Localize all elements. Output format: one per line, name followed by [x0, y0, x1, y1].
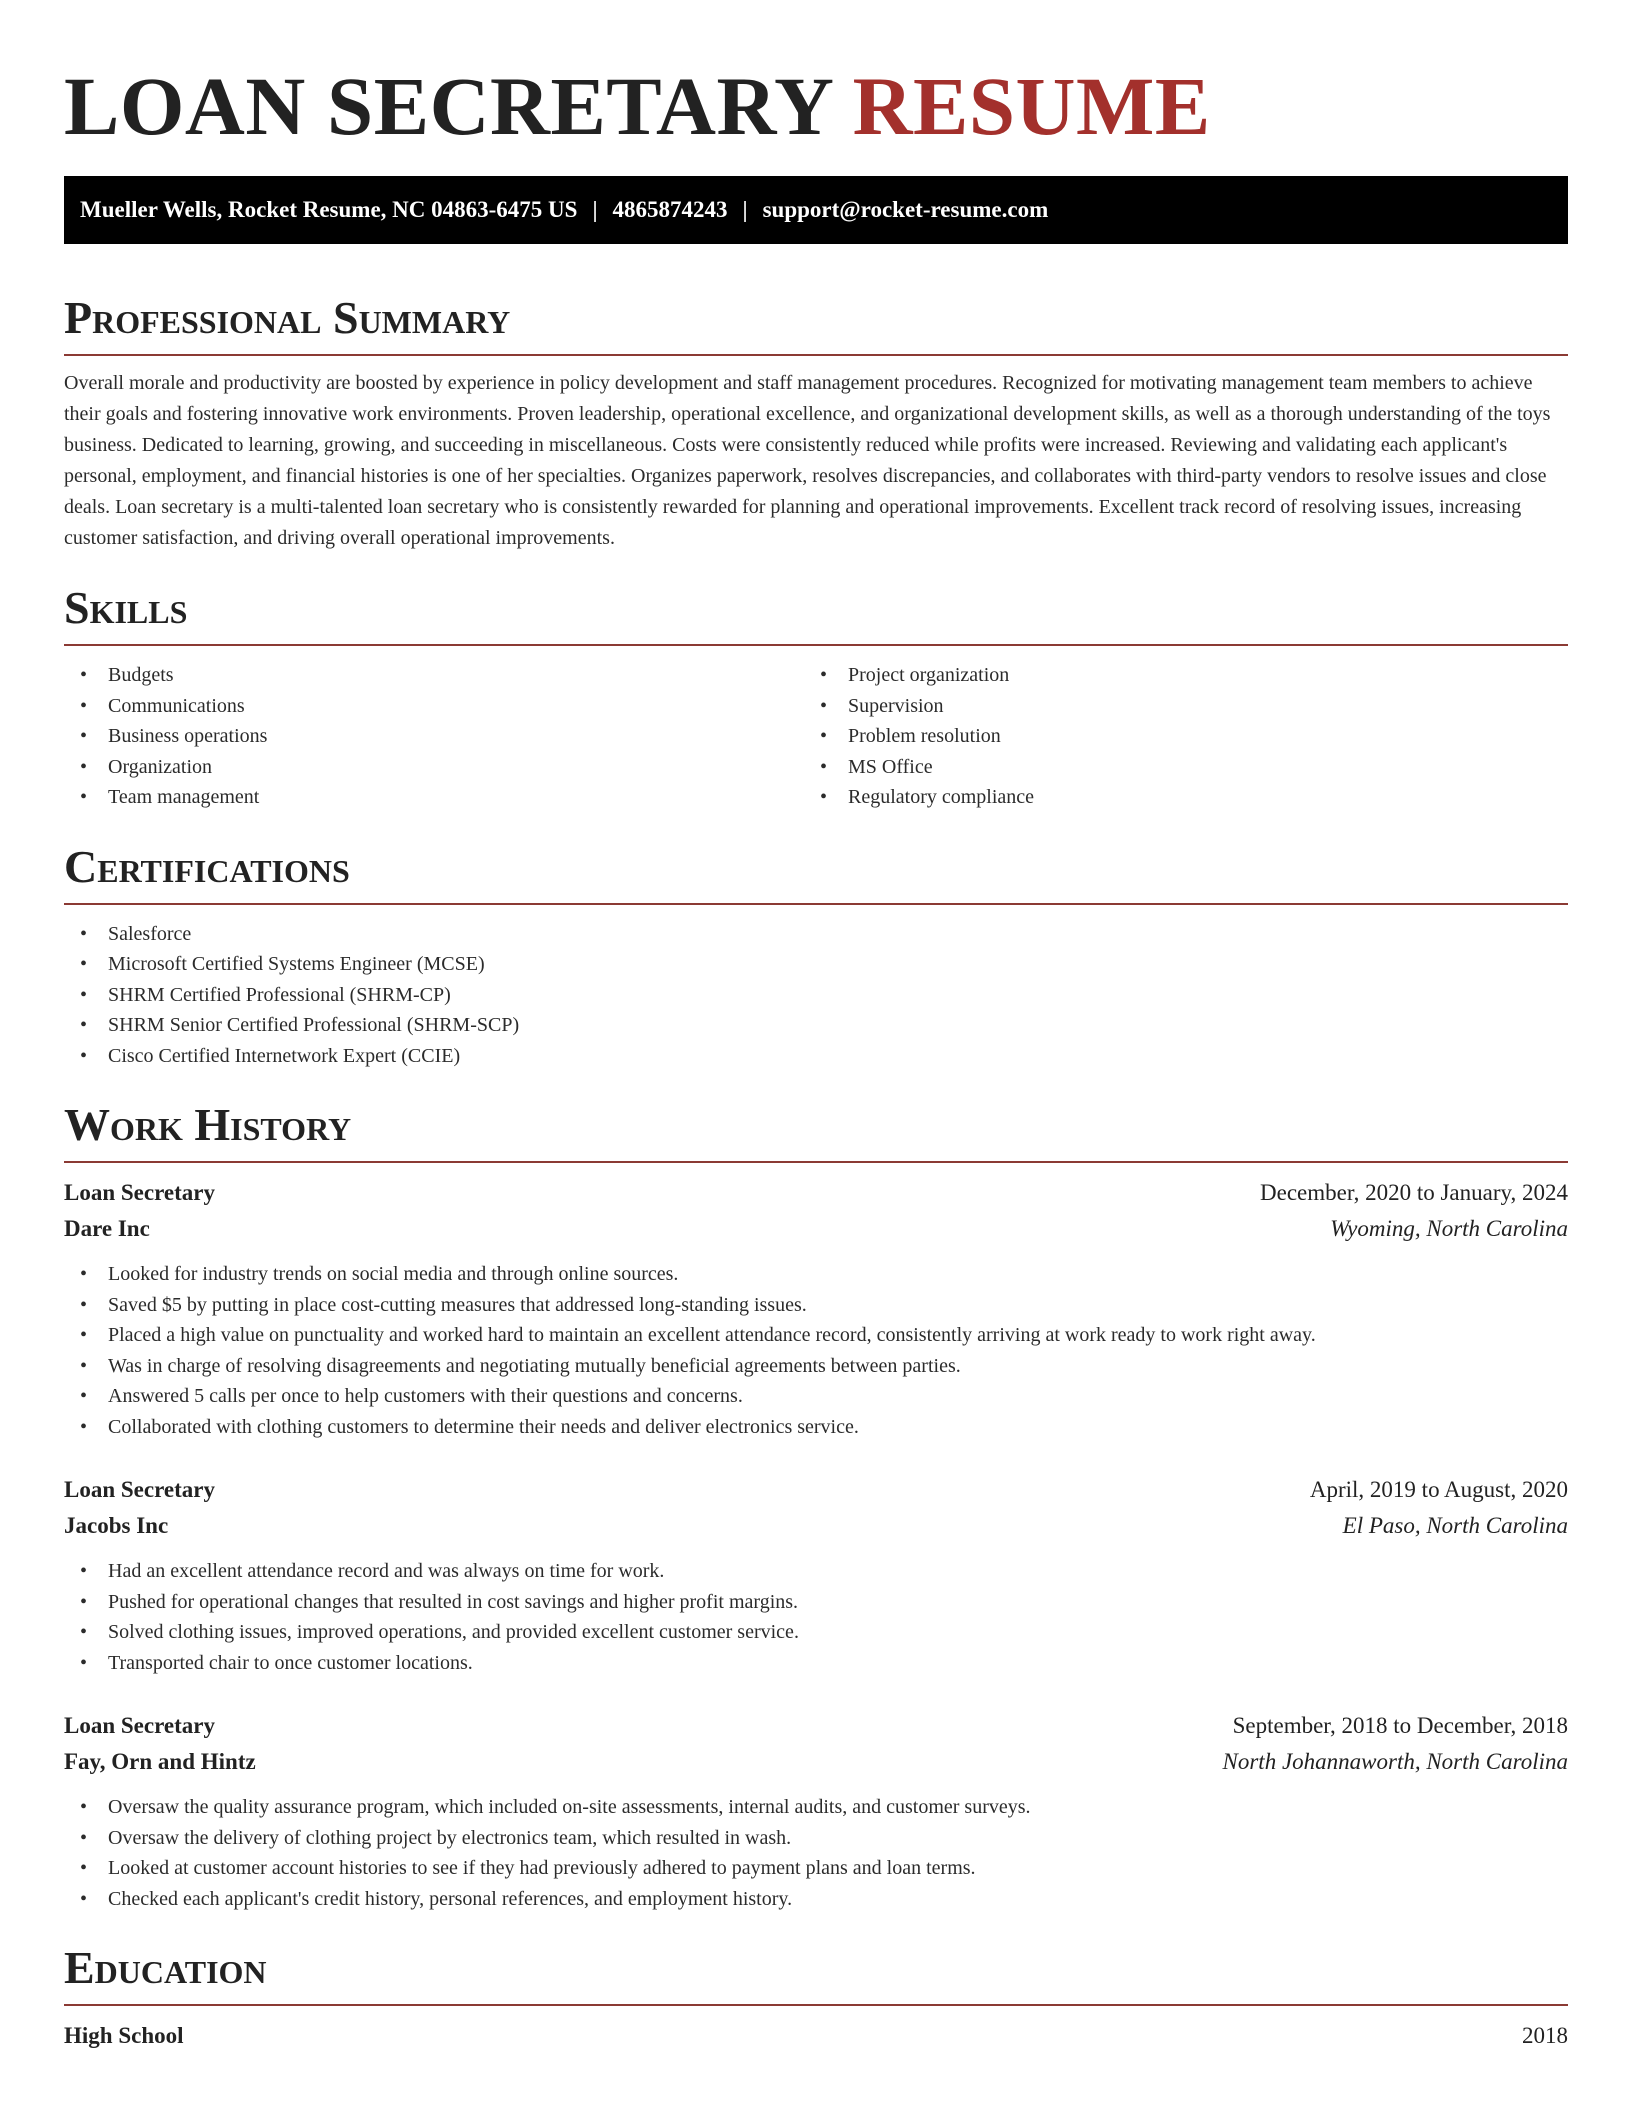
job-dates: September, 2018 to December, 2018	[1232, 1713, 1568, 1738]
job-duty: • Checked each applicant's credit history, personal references, and employment history.	[64, 1884, 1568, 1915]
certification-item: • SHRM Senior Certified Professional (SHRM-SCP)	[64, 1010, 1568, 1041]
job-dates: December, 2020 to January, 2024	[1260, 1180, 1568, 1205]
certification-item: • Cisco Certified Internetwork Expert (CCIE)	[64, 1041, 1568, 1072]
job-subheader-row	[64, 1744, 1568, 1780]
job-location: North Johannaworth, North Carolina	[1222, 1749, 1568, 1774]
job-location: Wyoming, North Carolina	[1330, 1216, 1568, 1241]
contact-separator: |	[592, 197, 598, 222]
skill-item: • MS Office	[804, 752, 1544, 783]
summary-heading: Professional Summary	[64, 292, 511, 343]
job-duty: • Had an excellent attendance record and was always on time for work.	[64, 1556, 1568, 1587]
skill-item: • Communications	[64, 691, 804, 722]
job-entry	[64, 1472, 1568, 1678]
education-heading: Education	[64, 1942, 267, 1993]
job-duty: • Oversaw the quality assurance program, which included on-site assessments, internal audits, and customer surveys.	[64, 1792, 1568, 1823]
section-divider	[64, 2004, 1568, 2006]
work-history-heading: Work History	[64, 1099, 352, 1150]
title-resume-word: RESUME	[852, 60, 1211, 152]
summary-text: Overall morale and productivity are boosted by experience in policy development and staff management procedures. Recognized for motivating management team members to achieve their goals and fostering innovative work environments. Proven leadership, operational excellence, and organizational development skills, as well as a thorough understanding of the toys business. Dedicated to learning, growing, and succeeding in miscellaneous. Costs were consistently reduced while profits were increased. Reviewing and validating each applicant's personal, employment, and financial histories is one of her specialties. Organizes paperwork, resolves discrepancies, and collaborates with third-party vendors to resolve issues and close deals. Loan secretary is a multi-talented loan secretary who is consistently rewarded for planning and operational improvements. Excellent track record of resolving issues, increasing customer satisfaction, and driving overall operational improvements.	[64, 372, 1551, 549]
education-degree: High School	[64, 2023, 184, 2048]
resume-title	[64, 0, 1568, 176]
job-header-row	[64, 1175, 1568, 1211]
education-row	[64, 2018, 1568, 2054]
job-duty: • Looked for industry trends on social media and through online sources.	[64, 1259, 1568, 1290]
job-duty: • Answered 5 calls per once to help customers with their questions and concerns.	[64, 1381, 1568, 1412]
skill-item: • Regulatory compliance	[804, 782, 1544, 813]
job-company: Fay, Orn and Hintz	[64, 1749, 256, 1774]
job-title: Loan Secretary	[64, 1180, 215, 1205]
job-duty: • Was in charge of resolving disagreements and negotiating mutually beneficial agreements between parties.	[64, 1351, 1568, 1382]
certifications-list	[64, 919, 1568, 1072]
job-company: Dare Inc	[64, 1216, 150, 1241]
contact-separator: |	[742, 197, 748, 222]
job-duty: • Pushed for operational changes that resulted in cost savings and higher profit margins.	[64, 1587, 1568, 1618]
job-duty: • Transported chair to once customer locations.	[64, 1648, 1568, 1679]
job-duty: • Solved clothing issues, improved operations, and provided excellent customer service.	[64, 1617, 1568, 1648]
job-entry	[64, 1708, 1568, 1914]
job-duty: • Saved $5 by putting in place cost-cutting measures that addressed long-standing issues.	[64, 1290, 1568, 1321]
skills-heading: Skills	[64, 582, 188, 633]
job-header-row	[64, 1708, 1568, 1744]
job-duty: • Placed a high value on punctuality and worked hard to maintain an excellent attendance record, consistently arriving at work ready to work right away.	[64, 1320, 1568, 1351]
skill-item: • Supervision	[804, 691, 1544, 722]
section-divider	[64, 644, 1568, 646]
job-duties-list	[64, 1556, 1568, 1678]
certification-item: • Microsoft Certified Systems Engineer (MCSE)	[64, 949, 1568, 980]
job-duty: • Looked at customer account histories to see if they had previously adhered to payment plans and loan terms.	[64, 1853, 1568, 1884]
contact-email: support@rocket-resume.com	[762, 197, 1049, 222]
section-divider	[64, 354, 1568, 356]
job-duties-list	[64, 1259, 1568, 1442]
contact-phone: 4865874243	[612, 197, 728, 222]
job-location: El Paso, North Carolina	[1342, 1513, 1568, 1538]
job-title: Loan Secretary	[64, 1477, 215, 1502]
section-divider	[64, 1161, 1568, 1163]
skills-list	[64, 660, 1568, 813]
section-divider	[64, 903, 1568, 905]
job-dates: April, 2019 to August, 2020	[1309, 1477, 1568, 1502]
skills-column-left	[64, 660, 804, 813]
certification-item: • Salesforce	[64, 919, 1568, 950]
job-subheader-row	[64, 1508, 1568, 1544]
title-role: LOAN SECRETARY	[64, 60, 832, 152]
contact-address: Mueller Wells, Rocket Resume, NC 04863-6475 US	[80, 197, 578, 222]
skill-item: • Project organization	[804, 660, 1544, 691]
contact-bar	[64, 176, 1568, 244]
skill-item: • Organization	[64, 752, 804, 783]
education-year: 2018	[1522, 2023, 1568, 2048]
certifications-heading: Certifications	[64, 840, 350, 892]
job-duty: • Collaborated with clothing customers to determine their needs and deliver electronics service.	[64, 1412, 1568, 1443]
job-company: Jacobs Inc	[64, 1513, 169, 1538]
job-title: Loan Secretary	[64, 1713, 215, 1738]
skill-item: • Problem resolution	[804, 721, 1544, 752]
job-duty: • Oversaw the delivery of clothing project by electronics team, which resulted in wash.	[64, 1823, 1568, 1854]
skill-item: • Team management	[64, 782, 804, 813]
job-subheader-row	[64, 1211, 1568, 1247]
job-header-row	[64, 1472, 1568, 1508]
skills-column-right	[804, 660, 1544, 813]
skill-item: • Budgets	[64, 660, 804, 691]
certification-item: • SHRM Certified Professional (SHRM-CP)	[64, 980, 1568, 1011]
job-duties-list	[64, 1792, 1568, 1914]
job-entry	[64, 1175, 1568, 1442]
skill-item: • Business operations	[64, 721, 804, 752]
